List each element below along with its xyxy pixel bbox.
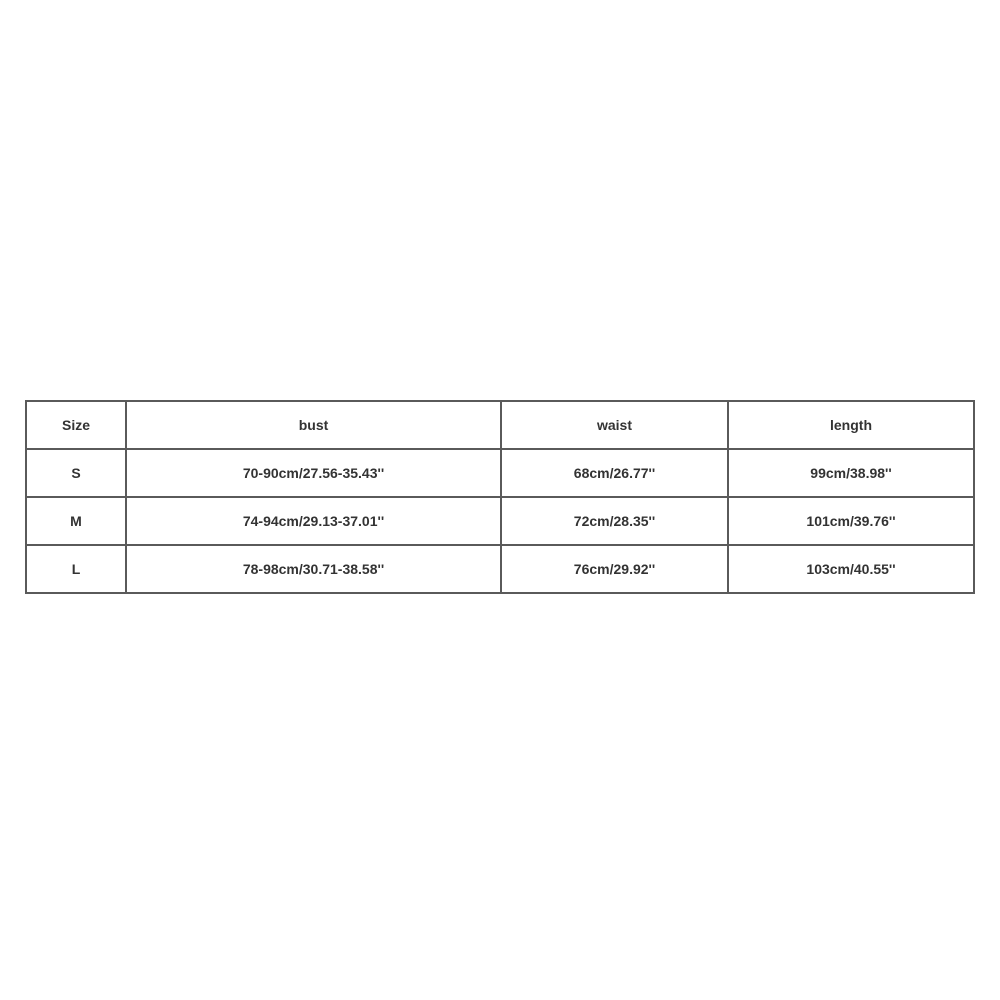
table-header-row: [26, 401, 974, 449]
header-waist: waist: [501, 401, 728, 449]
cell-length: 99cm/38.98'': [728, 449, 974, 497]
header-size: Size: [26, 401, 126, 449]
header-length: length: [728, 401, 974, 449]
cell-bust: 78-98cm/30.71-38.58'': [126, 545, 501, 593]
cell-bust: 70-90cm/27.56-35.43'': [126, 449, 501, 497]
header-bust: bust: [126, 401, 501, 449]
cell-waist: 72cm/28.35'': [501, 497, 728, 545]
cell-size: M: [26, 497, 126, 545]
cell-size: L: [26, 545, 126, 593]
cell-bust: 74-94cm/29.13-37.01'': [126, 497, 501, 545]
table-row: [26, 497, 974, 545]
size-chart-table: [25, 400, 975, 594]
cell-size: S: [26, 449, 126, 497]
table-row: [26, 545, 974, 593]
cell-waist: 68cm/26.77'': [501, 449, 728, 497]
table-row: [26, 449, 974, 497]
cell-length: 101cm/39.76'': [728, 497, 974, 545]
cell-length: 103cm/40.55'': [728, 545, 974, 593]
cell-waist: 76cm/29.92'': [501, 545, 728, 593]
